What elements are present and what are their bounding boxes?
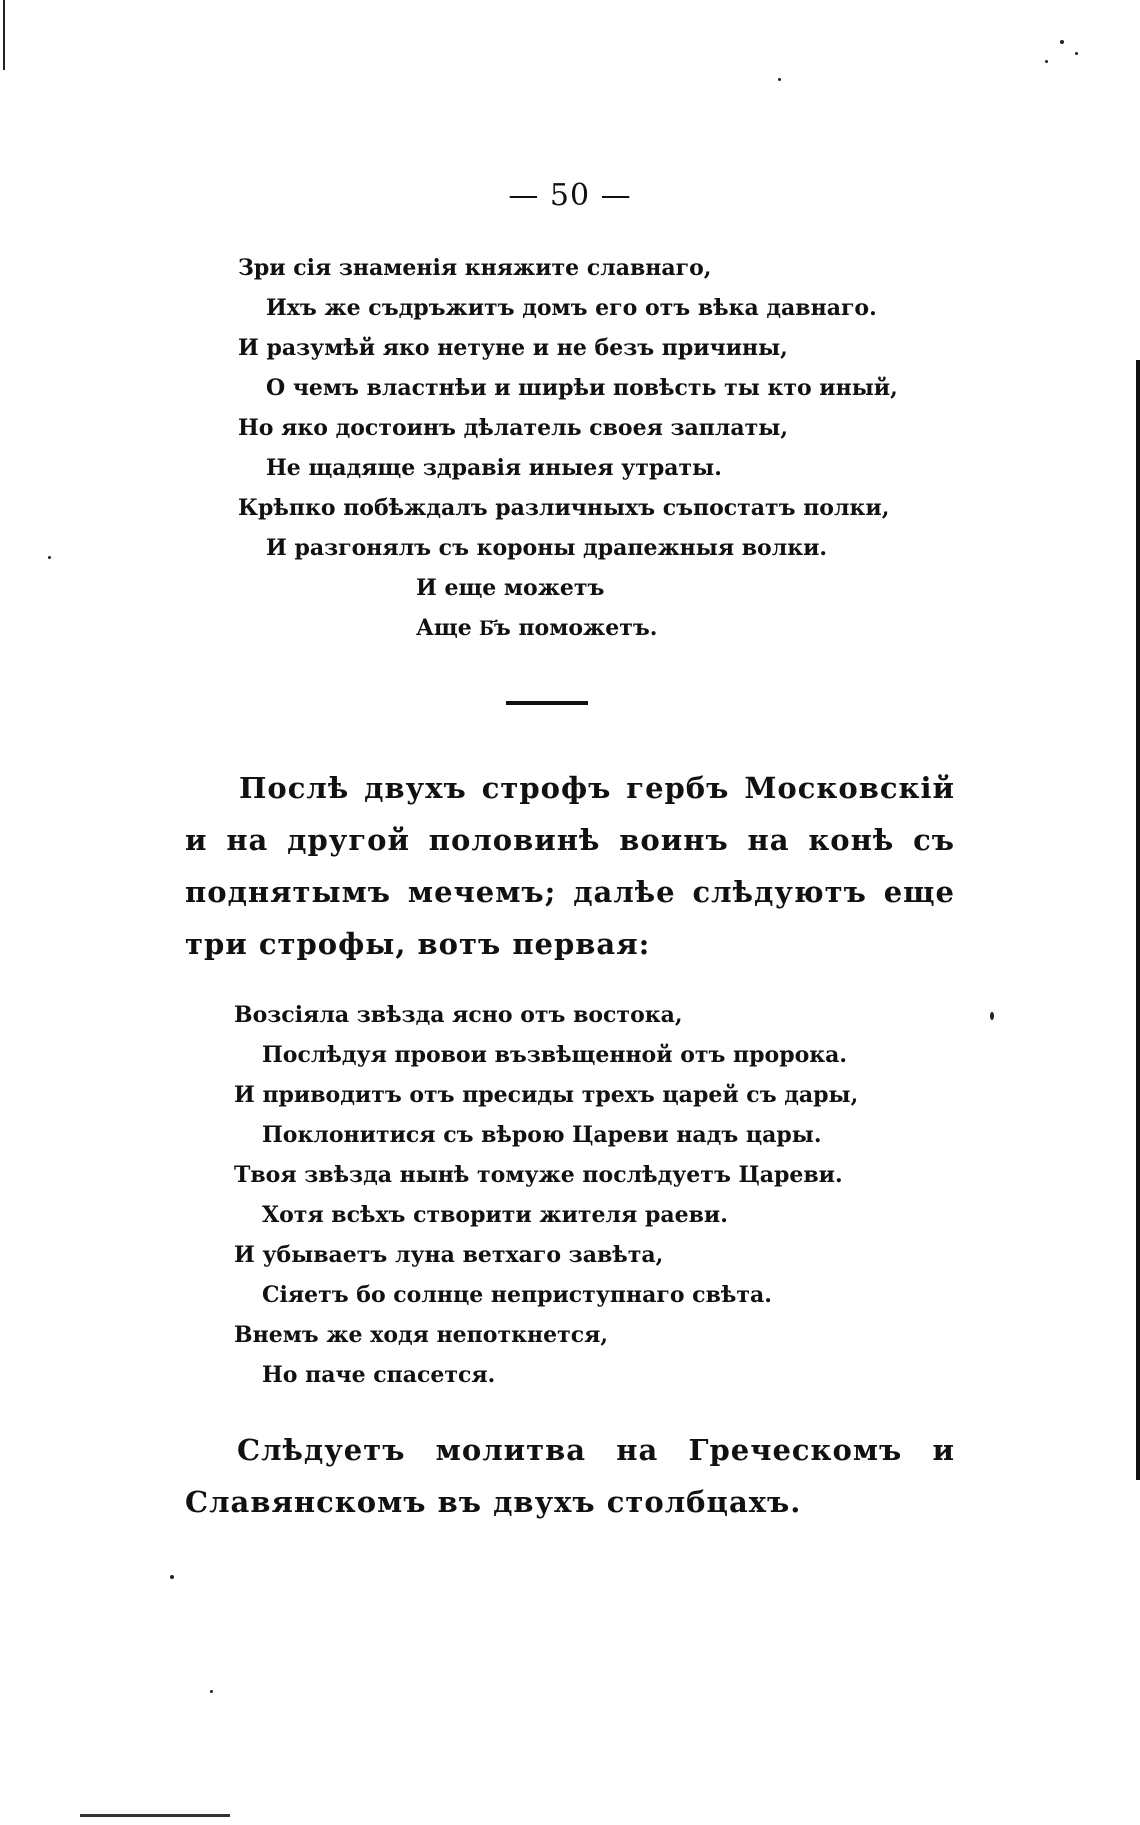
- scan-speck: [170, 1575, 174, 1579]
- verse-line: Сіяетъ бо солнце неприступнаго свѣта.: [262, 1282, 772, 1308]
- verse-line: Хотя всѣхъ створити жителя раеви.: [262, 1202, 728, 1228]
- verse-line: Послѣдуя провои възвѣщенной отъ пророка.: [262, 1042, 848, 1068]
- scan-speck: [48, 556, 51, 559]
- verse-line: Зри сія знаменія княжите славнаго,: [238, 255, 712, 281]
- verse-line: Внемъ же ходя непоткнется,: [234, 1322, 609, 1348]
- page-right-edge: [1136, 360, 1140, 1480]
- prose-paragraph-2: Слѣдуетъ молитва на Греческомъ и Славянскомъ въ двухъ столбцахъ.: [185, 1433, 955, 1519]
- verse-line: Но паче спасется.: [262, 1362, 496, 1388]
- verse-line: Аще Б҃ъ поможетъ.: [416, 615, 658, 641]
- scan-speck: [1075, 52, 1078, 55]
- verse-line: И убываетъ луна ветхаго завѣта,: [234, 1242, 664, 1268]
- verse-line: О чемъ властнѣи и ширѣи повѣсть ты кто иный,: [266, 375, 898, 401]
- verse-line: И еще можетъ: [416, 575, 605, 601]
- page-bottom-rule: [80, 1814, 230, 1817]
- scan-speck: [778, 78, 781, 81]
- scan-speck: [210, 1690, 213, 1693]
- verse-line: Ихъ же съдръжитъ домъ его отъ вѣка давнаго.: [266, 295, 877, 321]
- verse-line: Крѣпко побѣждалъ различныхъ съпостатъ полки,: [238, 495, 890, 521]
- verse-line: И приводитъ отъ пресиды трехъ царей съ дары,: [234, 1082, 859, 1108]
- scan-speck: [990, 1012, 994, 1020]
- section-divider: [506, 701, 588, 705]
- verse-stanza-1: [238, 248, 898, 648]
- verse-stanza-2: [234, 995, 858, 1395]
- verse-line: Поклонитися съ вѣрою Цареви надъ цары.: [262, 1122, 822, 1148]
- scan-speck: [1045, 60, 1048, 63]
- prose-paragraph-1: Послѣ двухъ строфъ гербъ Московскій и на другой половинѣ воинъ на конѣ съ поднятымъ мечемъ; далѣе слѣдуютъ еще три строфы, вотъ первая:: [185, 771, 955, 961]
- verse-line: Не щадяще здравія иныея утраты.: [266, 455, 722, 481]
- page-number: — 50 —: [508, 178, 632, 213]
- verse-line: Но яко достоинъ дѣлатель своея заплаты,: [238, 415, 788, 441]
- verse-line: Возсіяла звѣзда ясно отъ востока,: [234, 1002, 683, 1028]
- verse-line: И разгонялъ съ короны драпежныя волки.: [266, 535, 828, 561]
- page-left-edge: [3, 0, 5, 70]
- verse-line: И разумѣй яко нетуне и не безъ причины,: [238, 335, 788, 361]
- scan-speck: [1060, 40, 1064, 44]
- verse-line: Твоя звѣзда нынѣ томуже послѣдуетъ Цареви.: [234, 1162, 843, 1188]
